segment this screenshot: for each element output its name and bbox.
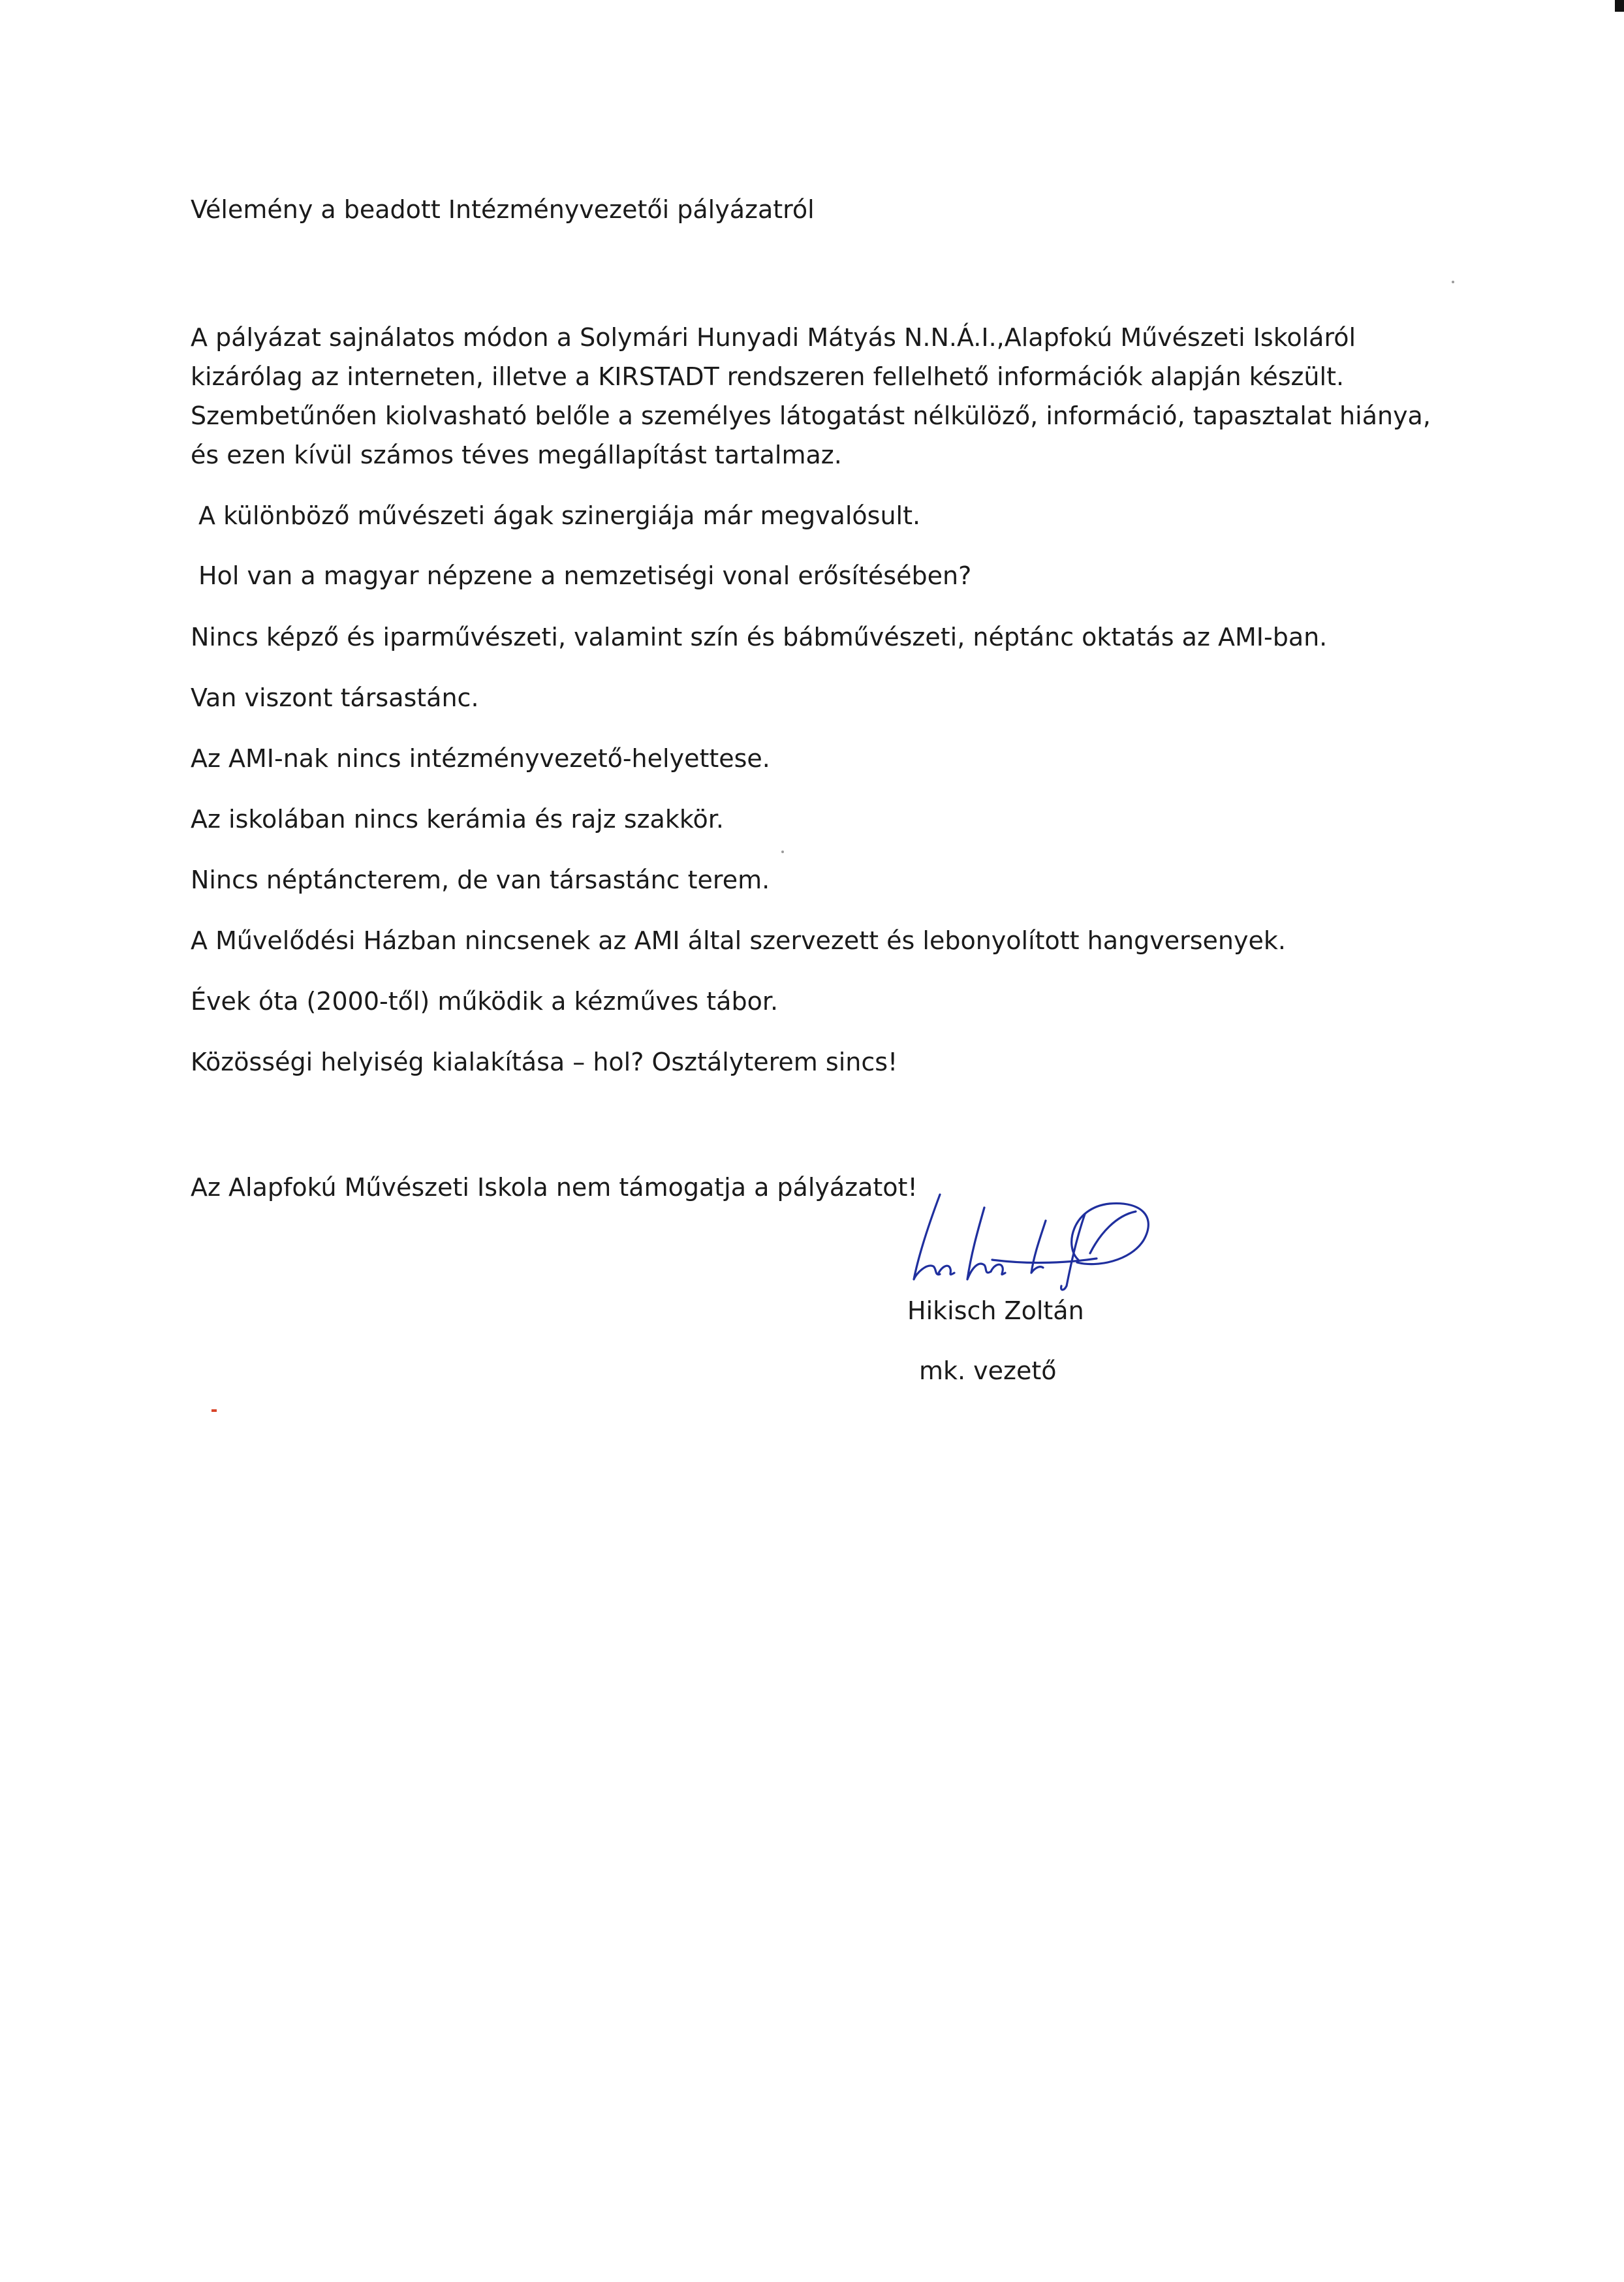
document-title: Vélemény a beadott Intézményvezetői pályázatról bbox=[191, 195, 815, 224]
intro-line: kizárólag az interneten, illetve a KIRSTADT rendszeren fellelhető információk alapján készült. bbox=[191, 362, 1345, 391]
scan-speck-red bbox=[211, 1409, 217, 1412]
closing-statement: Az Alapfokú Művészeti Iskola nem támogatja a pályázatot! bbox=[191, 1173, 918, 1202]
statement-line: Nincs képző és iparművészeti, valamint szín és bábművészeti, néptánc oktatás az AMI-ban. bbox=[191, 623, 1328, 651]
scan-speck bbox=[1452, 281, 1454, 283]
statement-line: A Művelődési Házban nincsenek az AMI által szervezett és lebonyolított hangversenyek. bbox=[191, 926, 1286, 955]
statement-line: Az iskolában nincs kerámia és rajz szakkör. bbox=[191, 805, 724, 834]
statement-line: Az AMI-nak nincs intézményvezető-helyettese. bbox=[191, 744, 770, 773]
statement-line: Nincs néptáncterem, de van társastánc terem. bbox=[191, 866, 770, 894]
statement-line: Közösségi helyiség kialakítása – hol? Osztályterem sincs! bbox=[191, 1048, 898, 1076]
scan-corner-mark bbox=[1615, 0, 1624, 12]
statement-line: Hol van a magyar népzene a nemzetiségi vonal erősítésében? bbox=[198, 561, 972, 590]
statement-line: A különböző művészeti ágak szinergiája már megvalósult. bbox=[198, 501, 921, 530]
statement-line: Évek óta (2000-től) működik a kézműves tábor. bbox=[191, 987, 779, 1016]
signatory-role: mk. vezető bbox=[919, 1356, 1057, 1385]
intro-line: és ezen kívül számos téves megállapítást tartalmaz. bbox=[191, 441, 842, 469]
scan-speck bbox=[781, 851, 784, 853]
handwritten-signature bbox=[901, 1181, 1162, 1292]
statement-line: Van viszont társastánc. bbox=[191, 683, 479, 712]
intro-line: Szembetűnően kiolvasható belőle a személyes látogatást nélkülöző, információ, tapasztalat hiánya, bbox=[191, 401, 1431, 430]
intro-paragraph bbox=[191, 318, 1431, 475]
intro-line: A pályázat sajnálatos módon a Solymári Hunyadi Mátyás N.N.Á.I.,Alapfokú Művészeti Iskoláról bbox=[191, 323, 1356, 352]
signatory-name: Hikisch Zoltán bbox=[907, 1296, 1084, 1325]
